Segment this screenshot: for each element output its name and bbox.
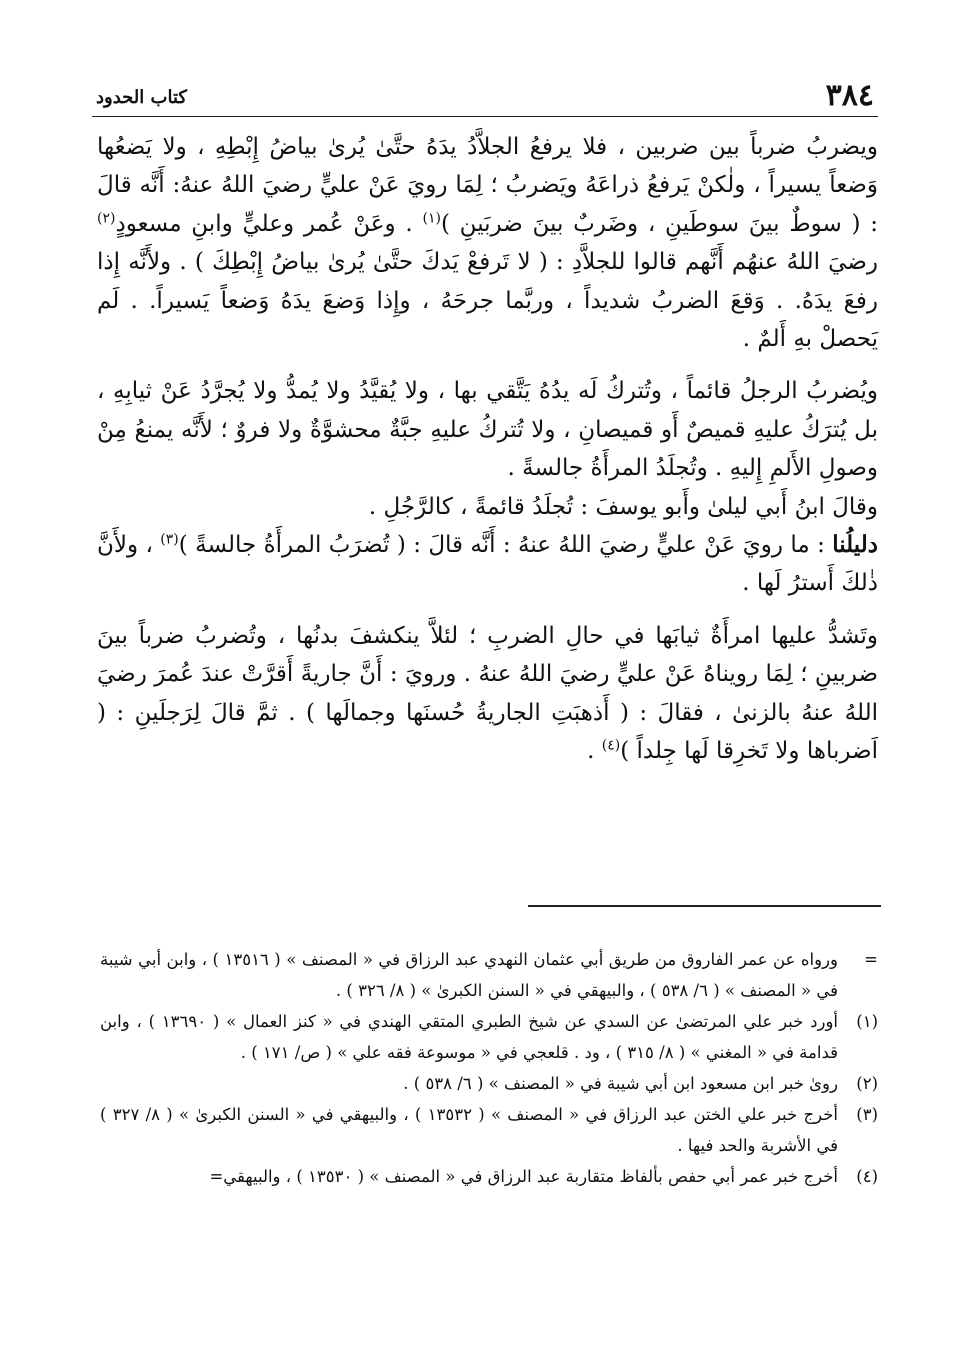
footnote-ref-1: (١) [422,210,441,227]
footnote-marker: (٢) [856,1074,878,1093]
paragraph-3: وقالَ ابنُ أَبي ليلىٰ وأَبو يوسفَ : تُجلَدُ قائمةً ، كالرَّجُلِ . [368,493,878,520]
paragraph-1-part-b: . وعَنْ عُمر وعليٍّ وابنِ مسعودٍ [115,210,423,237]
footnote-marker: = [864,950,878,969]
paragraph-4-part-a: : ما رويَ عَنْ عليٍّ رضيَ اللهُ عنهُ : أَنَّه قالَ : ( تُضرَبُ المرأَةُ جالسةً ) [178,532,833,559]
footnote-marker: (١) [856,1012,878,1031]
footnote-text: أورد خبر علي المرتضىٰ عن السدي عن شيخ الطبري المتقي الهندي في « كنز العمال » ( ١٣٦٩٠ ) ، وابن قدامة في « المغني » ( ٨/ ٣١٥ ) ، ود . قلعجي في « موسوعة فقه علي » ( ص/ ١٧١ ) . [100,1012,839,1062]
footnote-separator [528,905,881,907]
paragraph-1 [97,128,878,358]
footnote-ref-3: (٣) [160,531,179,548]
paragraph-1-part-c: رضيَ اللهُ عنهُم أَنَّهم قالوا للجلاَّدِ : ( لا تَرفعْ يَدكَ حتَّىٰ يُرىٰ بياضُ إِبْطِكَ ) . ولأَنَّه إِذا رفعَ يدَهُ. . وَقعَ الضربُ شديداً ، وربَّما جرحَهُ ، وإِذا وَضعَ يدَهُ وَضعاً يَسيراً. . لَم يَحصلْ بهِ أَلمٌ . [97,249,878,353]
footnote-ref-2: (٢) [97,210,116,227]
paragraph-2: ويُضربُ الرجلُ قائماً ، وتُتركُ لَه يدُهُ يَتَّقي بها ، ولا يُقيَّدُ ولا يُمدُّ ولا يُجرَّدُ عَنْ ثيابِهِ ، بل يُترَكُ عليهِ قميصٌ أَو قميصانِ ، ولا تُتركُ عليهِ جبَّةٌ محشوَّةٌ ولا فروٌ ؛ لأَنَّه يمنعُ مِنْ وصولِ الأَلمِ إِليهِ . وتُجلَدُ المرأَةُ جالسةً . [97,378,878,482]
footnote-text: ورواه عن عمر الفاروق من طريق أبي عثمان النهدي عبد الرزاق في « المصنف » ( ١٣٥١٦ ) ، وابن أبي شيبة في « المصنف » ( ٦/ ٥٣٨ ) ، والبيهقي في « السنن الكبرىٰ » ( ٨/ ٣٢٦ ) . [100,950,838,1000]
paragraph-5-part-a: وتَشدُّ عليها امرأَةٌ ثيابَها في حالِ الضربِ ؛ لئلاَّ ينكشفَ بدنُها ، وتُضربُ ضرباً بينَ ضربينِ ؛ لِمَا رويناهُ عَنْ عليٍّ رضيَ اللهُ عنهُ . ورويَ : أَنَّ جاريةً أَقرَّتْ عندَ عُمرَ رضيَ اللهُ عنهُ بالزنىٰ ، فقالَ : ( أَذهبَتِ الجاريةُ حُسنَها وجمالَها ) . ثمَّ قالَ لِرَجلَينِ : ( اَضرباها ولا تَخرِقا لَها جِلداً ) [97,622,878,765]
footnote-3 [100,1099,878,1161]
footnote-ref-4: (٤) [601,737,621,754]
footnote-2 [100,1068,878,1099]
footnote-text: أخرج خبر عمر أبي حفص بألفاظ متقاربة عبد الرزاق في « المصنف » ( ١٣٥٣٠ ) ، والبيهقي= [209,1167,838,1186]
footnote-text: روىٰ خبر ابن مسعود ابن أبي شيبة في « المصنف » ( ٦/ ٥٣٨ ) . [403,1074,838,1093]
page-header [92,78,878,117]
footnote-1 [100,1006,878,1068]
footnote-marker: (٣) [856,1105,878,1124]
footnote-text: أخرج خبر علي الختن عبد الرزاق في « المصنف » ( ١٣٥٣٢ ) ، والبيهقي في « السنن الكبرىٰ » ( ٨/ ٣٢٧ ) في الأشربة والحد فيها . [100,1105,838,1155]
paragraph-1-part-a: ويضربُ ضرباً بين ضربين ، فلا يرفعُ الجلاَّدُ يدَهُ حتَّىٰ يُرىٰ بياضُ إِبْطِهِ ، ولا يَضعُها وَضعاً يسيراً ، ولٰكنْ يَرفعُ ذراعَهُ ويَضربُ ؛ لِمَا رويَ عَنْ عليٍّ رضيَ اللهُ عنهُ: أَنَّه قالَ : ( سوطٌ بينَ سوطَينِ ، وضَربٌ بينَ ضربَينِ ) [97,134,879,237]
footnotes [100,944,878,1192]
paragraph-4 [97,526,878,603]
main-text [97,128,878,771]
paragraph-5 [97,617,878,771]
footnote-continued [100,944,878,1006]
footnote-marker: (٤) [856,1167,878,1186]
paragraph-5-part-b: . [587,738,602,765]
paragraph-4-lead: دليلُنا [832,531,878,559]
footnote-4 [100,1161,878,1192]
running-title: كتاب الحدود [96,87,187,108]
page-number: ٣٨٤ [825,78,874,113]
paragraph-4-part-b: ، ولأَنَّ ذٰلكَ أَسترُ لَها . [97,532,878,597]
